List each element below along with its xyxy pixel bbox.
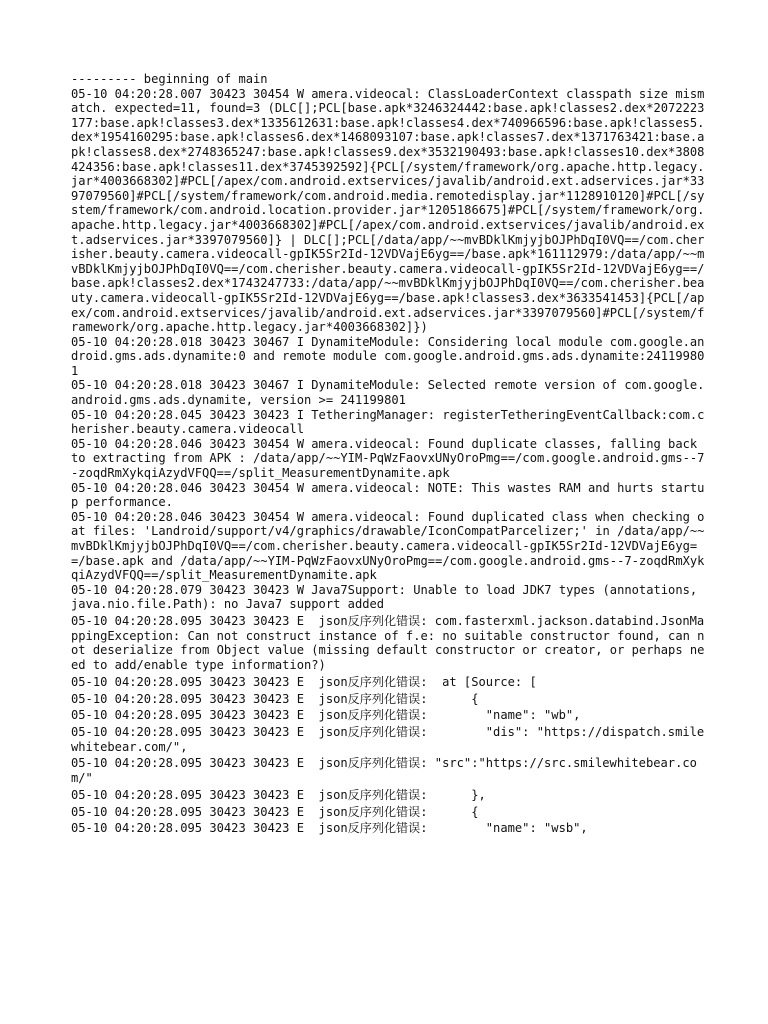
- log-line: 05-10 04:20:28.007 30423 30454 W amera.videocal: ClassLoaderContext classpath size mismatch. expected=11, found=3 (DLC[];PCL[base.apk*3246324442:base.apk!classes2.dex*2072223177:base.apk!classes3.dex*1335612631:base.apk!classes4.dex*740966596:base.apk!classes5.dex*1954160295:base.apk!classes6.dex*1468093107:base.apk!classes7.dex*1371763421:base.apk!classes8.dex*2748365247:base.apk!classes9.dex*3532190493:base.apk!classes10.dex*3808424356:base.apk!classes11.dex*3745392592]{PCL[/system/framework/org.apache.http.legacy.jar*4003668302]#PCL[/apex/com.android.extservices/javalib/android.ext.adservices.jar*3397079560]#PCL[/system/framework/com.android.media.remotedisplay.jar*1128910120]#PCL[/system/framework/com.android.location.provider.jar*1205186675]#PCL[/system/framework/org.apache.http.legacy.jar*4003668302]#PCL[/apex/com.android.extservices/javalib/android.ext.adservices.jar*3397079560]} | DLC[];PCL[/data/app/~~mvBDklKmjyjbOJPhDqI0VQ==/com.cherisher.beauty.camera.videocall-gpIK5Sr2Id-12VDVajE6yg==/base.apk*161112979:/data/app/~~mvBDklKmjyjbOJPhDqI0VQ==/com.cherisher.beauty.camera.videocall-gpIK5Sr2Id-12VDVajE6yg==/base.apk!classes2.dex*1743247733:/data/app/~~mvBDklKmjyjbOJPhDqI0VQ==/com.cherisher.beauty.camera.videocall-gpIK5Sr2Id-12VDVajE6yg==/base.apk!classes3.dex*3633541453]{PCL[/apex/com.android.extservices/javalib/android.ext.adservices.jar*3397079560]#PCL[/system/framework/org.apache.http.legacy.jar*4003668302]}): [71, 86, 705, 335]
- log-line: 05-10 04:20:28.095 30423 30423 E json反序列化错误: "name": "wsb",: [71, 821, 588, 836]
- log-line: 05-10 04:20:28.095 30423 30423 E json反序列化错误: },: [71, 787, 486, 802]
- log-line: 05-10 04:20:28.095 30423 30423 E json反序列化错误: "src":"https://src.smilewhitebear.com/": [71, 756, 697, 786]
- log-line: 05-10 04:20:28.095 30423 30423 E json反序列化错误: at [Source: [: [71, 674, 537, 689]
- log-line: --------- beginning of main: [71, 72, 268, 86]
- log-document: [71, 72, 711, 952]
- log-line: 05-10 04:20:28.095 30423 30423 E json反序列化错误: {: [71, 804, 479, 819]
- log-line: 05-10 04:20:28.095 30423 30423 E json反序列化错误: "dis": "https://dispatch.smilewhitebear.com/",: [71, 725, 705, 754]
- log-line: 05-10 04:20:28.018 30423 30467 I DynamiteModule: Selected remote version of com.google.android.gms.ads.dynamite, version >= 241199801: [71, 378, 705, 408]
- log-line: 05-10 04:20:28.046 30423 30454 W amera.videocal: Found duplicate classes, falling back to extracting from APK : /data/app/~~YIM-PqWzFaovxUNyOroPmg==/com.google.android.gms--7-zoqdRmXykqiAzydVFQQ==/split_MeasurementDynamite.apk: [71, 436, 705, 481]
- log-line: 05-10 04:20:28.046 30423 30454 W amera.videocal: NOTE: This wastes RAM and hurts startup performance.: [71, 480, 705, 510]
- log-line: 05-10 04:20:28.045 30423 30423 I TetheringManager: registerTetheringEventCallback:com.cherisher.beauty.camera.videocall: [71, 407, 705, 437]
- log-line: 05-10 04:20:28.018 30423 30467 I DynamiteModule: Considering local module com.google.android.gms.ads.dynamite:0 and remote module com.google.android.gms.ads.dynamite:241199801: [71, 334, 705, 378]
- log-line: 05-10 04:20:28.095 30423 30423 E json反序列化错误: "name": "wb",: [71, 708, 581, 723]
- log-line: 05-10 04:20:28.095 30423 30423 E json反序列化错误: com.fasterxml.jackson.databind.JsonMappingException: Can not construct instance of f.e: no suitable constructor found, can not deserialize from Object value (missing default constructor or creator, or perhaps need to add/enable type information?): [71, 614, 705, 672]
- log-line: 05-10 04:20:28.079 30423 30423 W Java7Support: Unable to load JDK7 types (annotations, java.nio.file.Path): no Java7 support added: [71, 582, 705, 612]
- log-line: 05-10 04:20:28.095 30423 30423 E json反序列化错误: {: [71, 691, 479, 706]
- log-line: 05-10 04:20:28.046 30423 30454 W amera.videocal: Found duplicated class when checking oat files: 'Landroid/support/v4/graphics/drawable/IconCompatParcelizer;' in /data/app/~~mvBDklKmjyjbOJPhDqI0VQ==/com.cherisher.beauty.camera.videocall-gpIK5Sr2Id-12VDVajE6yg==/base.apk and /data/app/~~YIM-PqWzFaovxUNyOroPmg==/com.google.android.gms--7-zoqdRmXykqiAzydVFQQ==/split_MeasurementDynamite.apk: [71, 509, 705, 583]
